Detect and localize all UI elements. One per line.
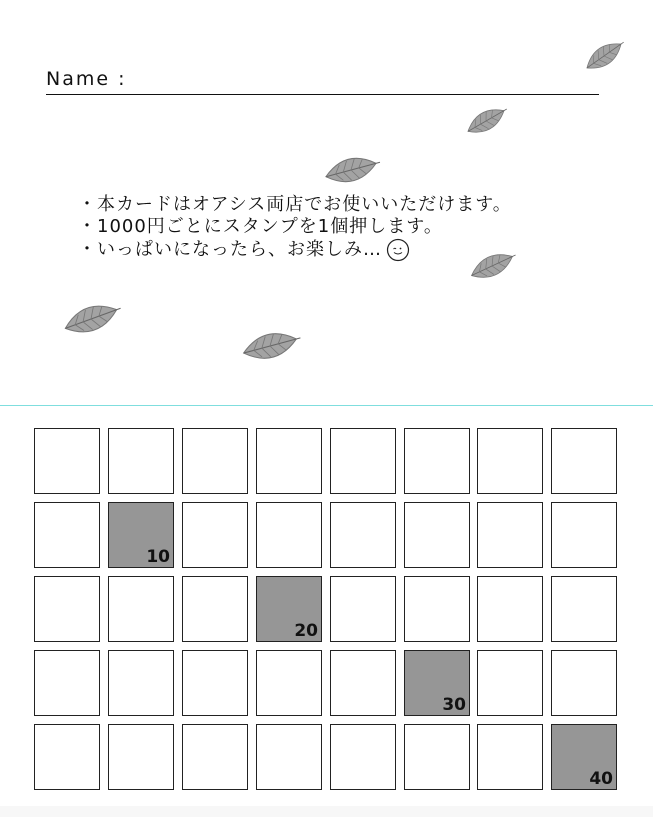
stamp-cell[interactable]	[34, 724, 100, 790]
stamp-cell[interactable]	[404, 576, 470, 642]
stamp-cell[interactable]	[182, 428, 248, 494]
stamp-cell[interactable]	[256, 724, 322, 790]
stamp-cell[interactable]	[256, 650, 322, 716]
stamp-cell[interactable]	[108, 428, 174, 494]
stamp-cell[interactable]	[182, 650, 248, 716]
stamp-cell[interactable]	[477, 724, 543, 790]
stamp-cell-milestone[interactable]	[404, 650, 470, 716]
stamp-cell[interactable]	[256, 502, 322, 568]
leaf-icon	[318, 150, 384, 190]
stamp-cell-milestone[interactable]	[256, 576, 322, 642]
stamp-cell[interactable]	[108, 724, 174, 790]
milestone-number: 20	[294, 621, 318, 641]
stamp-cell[interactable]	[34, 428, 100, 494]
stamp-cell[interactable]	[330, 502, 396, 568]
stamp-cell[interactable]	[108, 650, 174, 716]
stamp-cell[interactable]	[477, 650, 543, 716]
stamp-cell[interactable]	[182, 576, 248, 642]
rule-item: ・本カードはオアシス両店でお使いいただけます。	[78, 194, 512, 215]
stamp-cell[interactable]	[551, 428, 617, 494]
stamp-cell-milestone[interactable]	[108, 502, 174, 568]
leaf-icon	[58, 298, 124, 340]
rule-item	[78, 238, 512, 262]
stamp-cell[interactable]	[256, 428, 322, 494]
stamp-cell[interactable]	[330, 428, 396, 494]
stamp-cell[interactable]	[330, 576, 396, 642]
stamp-cell[interactable]	[404, 502, 470, 568]
rule-item-text: ・いっぱいになったら、お楽しみ…	[78, 239, 382, 260]
stamp-cell[interactable]	[34, 502, 100, 568]
milestone-number: 10	[146, 547, 170, 567]
stamp-cell[interactable]	[404, 428, 470, 494]
stamp-cell[interactable]	[330, 650, 396, 716]
stamp-cell[interactable]	[182, 724, 248, 790]
stamp-cell[interactable]	[551, 502, 617, 568]
stamp-cell[interactable]	[34, 576, 100, 642]
milestone-number: 40	[589, 769, 613, 789]
stamp-cell[interactable]	[551, 576, 617, 642]
leaf-icon	[236, 325, 304, 367]
stamp-cell[interactable]	[182, 502, 248, 568]
stamp-cell[interactable]	[330, 724, 396, 790]
rule-item: ・1000円ごとにスタンプを1個押します。	[78, 216, 443, 237]
stamp-cell-milestone[interactable]	[551, 724, 617, 790]
name-label: Name :	[46, 68, 127, 90]
stamp-cell[interactable]	[551, 650, 617, 716]
milestone-number: 30	[442, 695, 466, 715]
stamp-cell[interactable]	[477, 502, 543, 568]
stamp-cell[interactable]	[404, 724, 470, 790]
leaf-icon	[462, 100, 510, 142]
stamp-cell[interactable]	[108, 576, 174, 642]
stamp-grid	[34, 428, 617, 790]
bottom-edge	[0, 806, 653, 817]
name-underline[interactable]	[46, 94, 599, 95]
smiley-face-icon	[386, 238, 410, 262]
stamp-cell[interactable]	[477, 428, 543, 494]
rules-list	[78, 194, 512, 262]
section-divider	[0, 405, 653, 406]
stamp-cell[interactable]	[477, 576, 543, 642]
leaf-icon	[580, 35, 628, 77]
stamp-cell[interactable]	[34, 650, 100, 716]
